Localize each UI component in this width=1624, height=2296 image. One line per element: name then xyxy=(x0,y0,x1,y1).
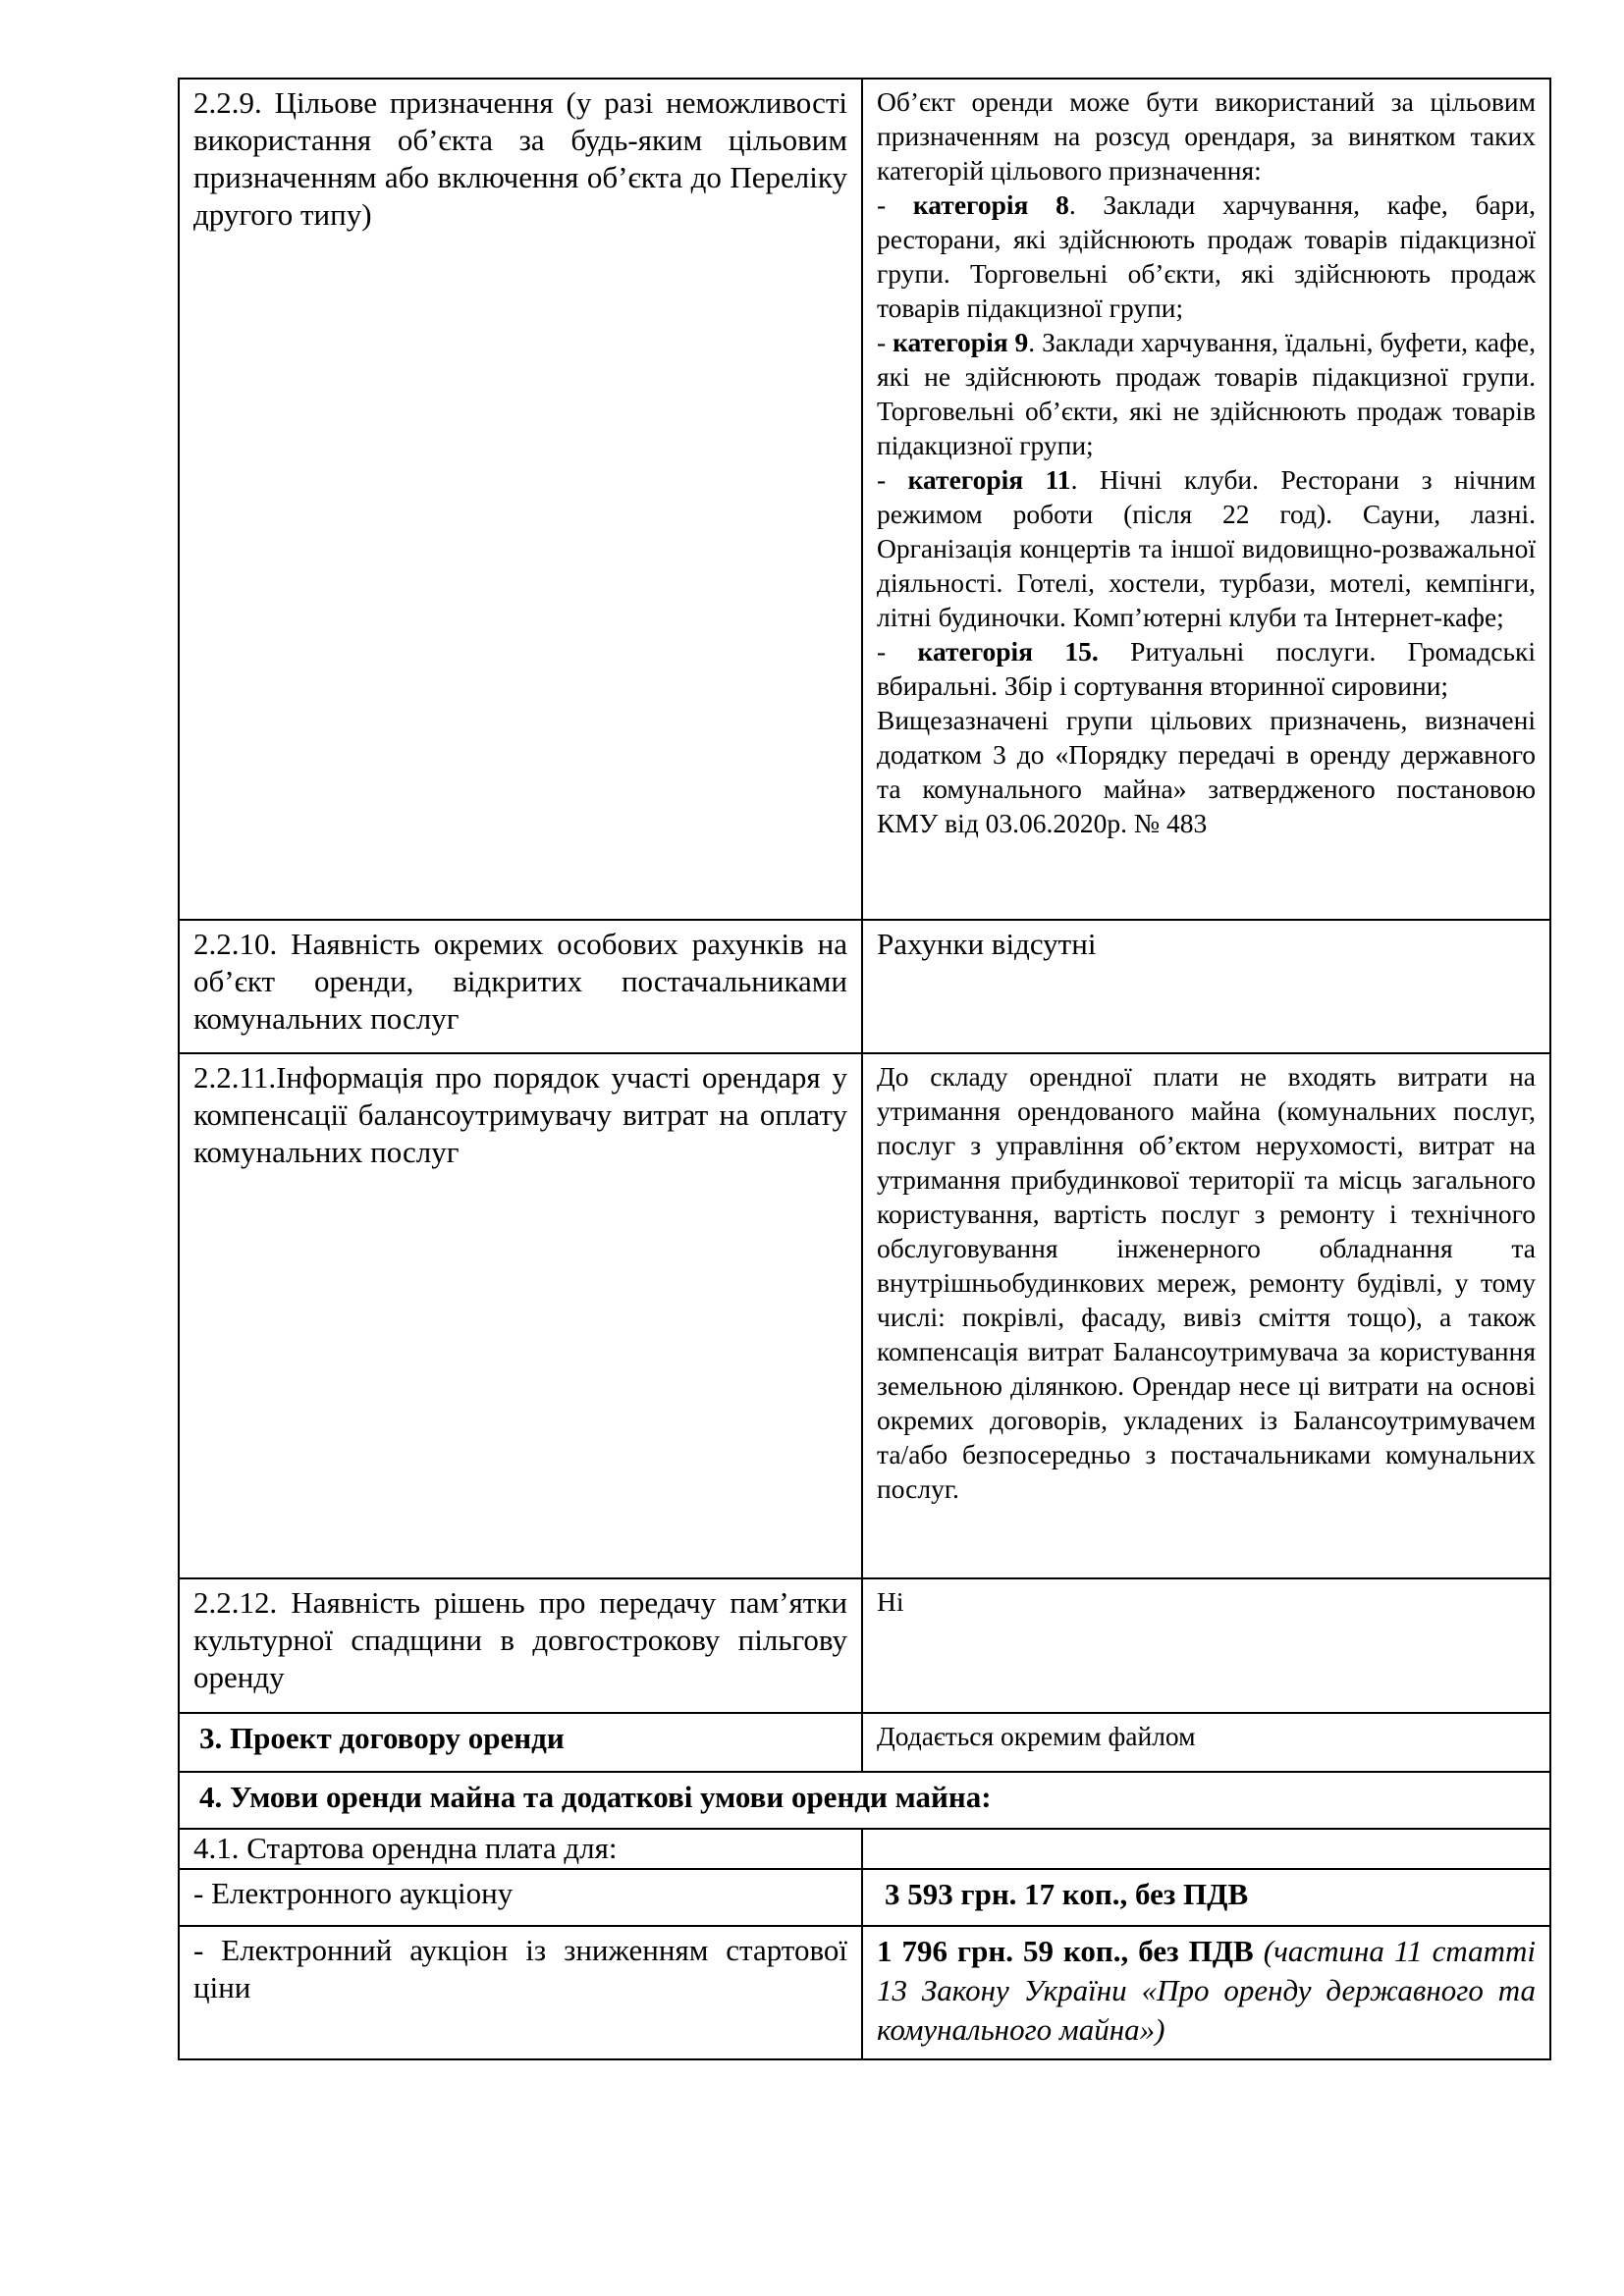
table-row xyxy=(179,1713,1550,1772)
table-row xyxy=(179,1829,1550,1869)
category-item: - категорія 11. Нічні клуби. Ресторани з нічним режимом роботи (після 22 год). Сауни, лазні. Організація концертів та іншої видовищно-розважальної діяльності. Готелі, хостели, турбази, мотелі, кемпінги, літні будиночки. Комп’ютерні клуби та Інтернет-кафе; xyxy=(877,464,1537,632)
category-label: категорія 9 xyxy=(893,327,1029,357)
table-row xyxy=(179,79,1550,920)
category-item: - категорія 15. Ритуальні послуги. Громадські вбиральні. Збір і сортування вторинної сировини; xyxy=(877,636,1536,701)
law-reference: (частина 11 статті 13 Закону України «Про оренду державного та комунального майна») xyxy=(877,1934,1537,2047)
table-row xyxy=(179,1926,1550,2059)
row-value: Ні xyxy=(862,1578,1550,1713)
reduced-price-value: 1 796 грн. 59 коп., без ПДВ xyxy=(877,1934,1254,1968)
category-label: категорія 11 xyxy=(907,464,1071,495)
category-item: - категорія 9. Заклади харчування, їдальні, буфети, кафе, які не здійснюють продаж товарів підакцизної групи. Торговельні об’єкти, які не здійснюють продаж товарів підакцизної групи; xyxy=(877,327,1537,460)
purpose-outro: Вищезазначені групи цільових призначень, визначені додатком 3 до «Порядку передачі в оренду державного та комунального майна» затвердженого постановою КМУ від 03.06.2020р. № 483 xyxy=(877,705,1536,838)
category-item: - категорія 8. Заклади харчування, кафе, бари, ресторани, які здійснюють продаж товарів підакцизної групи. Торговельні об’єкти, які здійснюють продаж товарів підакцизної групи; xyxy=(877,189,1536,323)
row-value xyxy=(862,79,1550,920)
row-label: 2.2.12. Наявність рішень про передачу пам’ятки культурної спадщини в довгострокову пільгову оренду xyxy=(179,1578,862,1713)
row-value xyxy=(862,1829,1550,1869)
section-heading: 3. Проект договору оренди xyxy=(179,1713,862,1772)
table-row xyxy=(179,1578,1550,1713)
section-heading: 4. Умови оренди майна та додаткові умови оренди майна: xyxy=(179,1772,1550,1829)
row-value xyxy=(862,1926,1550,2059)
row-label: 4.1. Стартова орендна плата для: xyxy=(179,1829,862,1869)
start-price-value: 3 593 грн. 17 коп., без ПДВ xyxy=(862,1869,1550,1926)
row-value: До складу орендної плати не входять витрати на утримання орендованого майна (комунальних послуг, послуг з управління об’єктом нерухомості, витрат на утримання прибудинкової території та місць загального користування, вартість послуг з ремонту і технічного обслуговування інженерного обладнання та внутрішньобудинкових мереж, ремонту будівлі, у тому числі: покрівлі, фасаду, вивіз сміття тощо), а також компенсація витрат Балансоутримувача за користування земельною ділянкою. Орендар несе ці витрати на основі окремих договорів, укладених із Балансоутримувачем та/або безпосередньо з постачальниками комунальних послуг. xyxy=(862,1053,1550,1578)
table-row xyxy=(179,1869,1550,1926)
category-label: категорія 15. xyxy=(917,636,1099,667)
row-value: Рахунки відсутні xyxy=(862,920,1550,1053)
table-row xyxy=(179,920,1550,1053)
table-row xyxy=(179,1053,1550,1578)
category-label: категорія 8 xyxy=(912,189,1069,220)
row-label: 2.2.11.Інформація про порядок участі орендаря у компенсації балансоутримувачу витрат на оплату комунальних послуг xyxy=(179,1053,862,1578)
row-value: Додається окремим файлом xyxy=(862,1713,1550,1772)
purpose-intro: Об’єкт оренди може бути використаний за цільовим призначенням на розсуд орендаря, за винятком таких категорій цільового призначення: xyxy=(877,86,1536,186)
row-label: - Електронний аукціон із зниженням стартової ціни xyxy=(179,1926,862,2059)
row-label: - Електронного аукціону xyxy=(179,1869,862,1926)
row-label: 2.2.10. Наявність окремих особових рахунків на об’єкт оренди, відкритих постачальниками комунальних послуг xyxy=(179,920,862,1053)
document-table xyxy=(178,78,1551,2060)
table-row xyxy=(179,1772,1550,1829)
row-label: 2.2.9. Цільове призначення (у разі неможливості використання об’єкта за будь-яким цільовим призначенням або включення об’єкта до Переліку другого типу) xyxy=(179,79,862,920)
